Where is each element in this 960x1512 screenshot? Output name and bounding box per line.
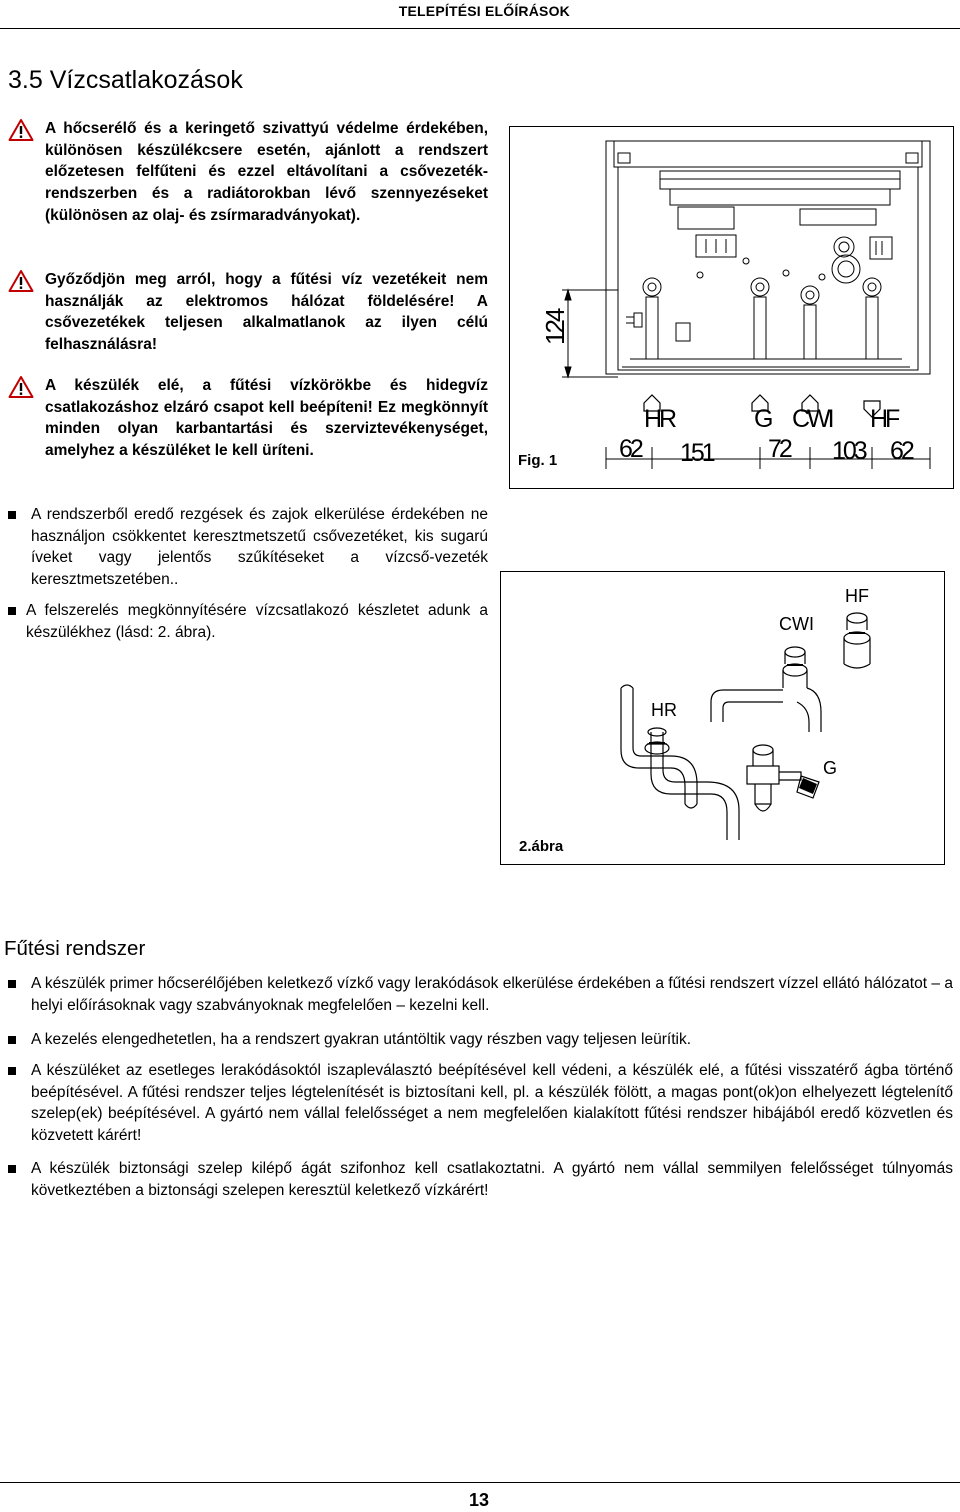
kit-label-g: G (823, 758, 838, 778)
kit-label-hr: HR (651, 700, 677, 720)
bullet-text: A kezelés elengedhetetlen, ha a rendszert gyakran utántöltik vagy részben vagy teljesen leürítik. (31, 1031, 692, 1048)
bullet-text: A rendszerből eredő rezgések és zajok elkerülése érdekében ne használjon csökkentet keresztmetszetű csővezetéket, kis sugarú íveket vagy jelentős szűkítéseket a vízcső-vezeték keresztmetszetében.. (31, 506, 488, 589)
heating-section-title: Fűtési rendszer (4, 937, 146, 960)
dim-label-vertical: 124 (540, 310, 570, 345)
connection-label-g: G (754, 405, 771, 433)
bullet-square-icon (8, 511, 16, 519)
dim-label: 72 (768, 435, 790, 463)
footer-rule (0, 1482, 960, 1483)
connection-kit-drawing (501, 572, 943, 863)
figure-1-caption: Fig. 1 (518, 452, 558, 469)
dim-label: 62 (890, 437, 912, 465)
bullet-square-icon (8, 1036, 16, 1044)
warning-triangle-icon (8, 375, 34, 399)
bullet-text: A készülék biztonsági szelep kilépő ágát szifonhoz kell csatlakoztatni. A gyártó nem vállal semmilyen felelősséget túlnyomás következtében a biztonsági szelepen keresztül keletkező vízkárért! (31, 1160, 953, 1199)
warning-text: Győződjön meg arról, hogy a fűtési víz vezetékeit nem használják az elektromos hálózat földelésére! A csővezetékek teljesen alkalmatlanok az ilyen célú felhasználásra! (45, 271, 488, 354)
page-number: 13 (469, 1490, 490, 1510)
bullet-square-icon (8, 980, 16, 988)
warning-triangle-icon (8, 118, 34, 142)
warning-text: A készülék elé, a fűtési vízkörökbe és hidegvíz csatlakozáshoz elzáró csapot kell beépíteni! Ez megkönnyít minden olyan karbantartási és szerviztevékenységet, amelyhez a készüléket le kell üríteni. (45, 377, 488, 460)
kit-label-cwi: CWI (779, 614, 814, 634)
figure-2-caption: 2.ábra (519, 838, 564, 855)
bullet-text: A készüléket az esetleges lerakódásoktól iszapleválasztó beépítésével kell védeni, a készülék elé, a fűtési visszatérő ágba történő beépítésével. A fűtési rendszer teljes légtelenítését is biztosítani kell, pl. a készülék fölött, a magas pont(ok)on elhelyezett légtelenítő szelep(ek) beépítésével. A gyártó nem vállal felelősséget a nem megfelelően kialakított fűtési rendszer hibájából eredő közvetlen és közvetett kárért! (31, 1062, 953, 1145)
bullet-square-icon (8, 1067, 16, 1075)
warning-triangle-icon (8, 269, 34, 293)
dim-label: 62 (619, 435, 641, 463)
connection-label-hf: HF (870, 405, 898, 433)
section-title: 3.5 Vízcsatlakozások (8, 66, 243, 94)
kit-label-hf: HF (845, 586, 869, 606)
connection-label-cwi: CWI (792, 405, 832, 433)
bullet-text: A felszerelés megkönnyítésére vízcsatlakozó készletet adunk a készülékhez (lásd: 2. ábra). (26, 602, 488, 641)
bullet-square-icon (8, 607, 16, 615)
dim-label: 151 (680, 439, 713, 467)
warning-text: A hőcserélő és a keringető szivattyú védelme érdekében, különösen készülékcsere esetén, ajánlott a rendszert előzetesen felfűteni és ezzel eltávolítani a csővezeték-rendszerben és a radiátorokban lévő szennyezéseket (különösen az olaj- és zsírmaradványokat). (45, 120, 488, 224)
page-header (0, 0, 960, 29)
boiler-connection-drawing (510, 127, 952, 487)
figure-1-frame (509, 126, 954, 489)
connection-label-hr: HR (644, 405, 675, 433)
bullet-square-icon (8, 1165, 16, 1173)
figure-2-frame (500, 571, 945, 865)
header-title: TELEPÍTÉSI ELŐÍRÁSOK (398, 3, 570, 19)
dim-label: 103 (832, 437, 865, 465)
bullet-text: A készülék primer hőcserélőjében keletkező vízkő vagy lerakódások elkerülése érdekében a fűtési rendszert vízzel ellátó hálózatot – a helyi előírásoknak vagy szabványoknak megfelelően – kezelni kell. (31, 975, 953, 1014)
